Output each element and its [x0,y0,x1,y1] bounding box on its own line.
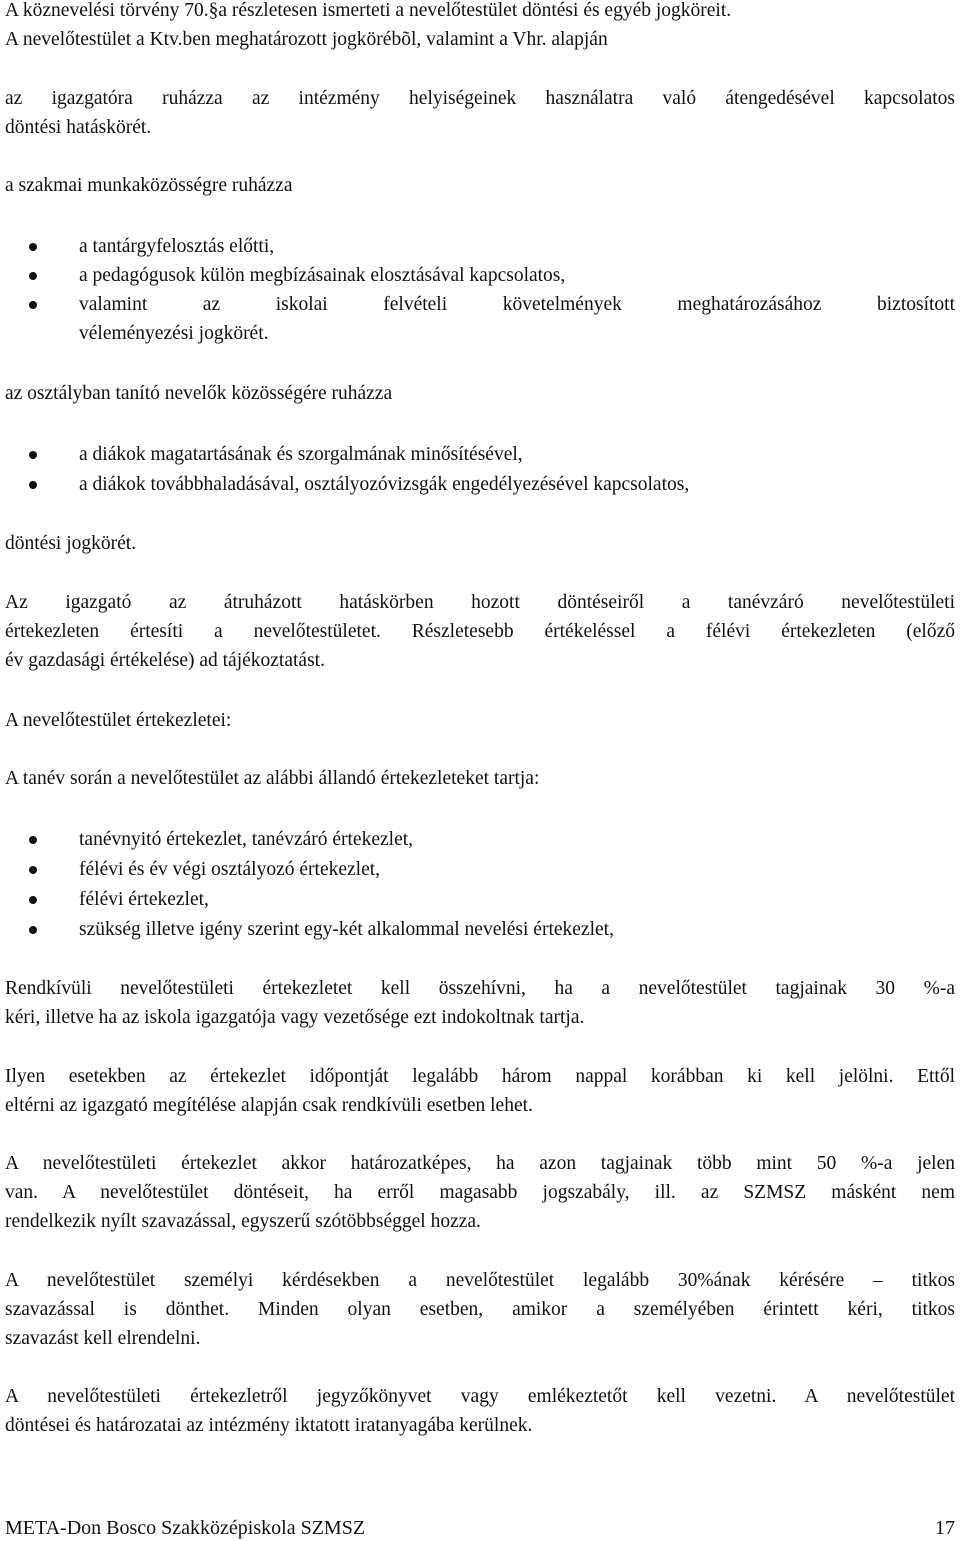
ertekezletei-heading: A nevelőtestület értekezletei: [5,710,232,731]
bullet-icon [29,451,37,459]
hatarozatkepes-line-1: A nevelőtestületi értekezlet akkor határozatképes, ha azon tagjainak több mint 50 %-a jelen [5,1153,955,1174]
atruhazott-line-3: év gazdasági értékelése) ad tájékoztatást. [5,650,325,671]
rendkivuli-line-2: kéri, illetve ha az iskola igazgatója vagy vezetősége ezt indokoltnak tartja. [5,1007,585,1028]
footer-title: META-Don Bosco Szakközépiskola SZMSZ [5,1517,366,1539]
bullet-icon [29,301,37,309]
bullet-icon [29,866,37,874]
ertekezlet-item-3: félévi értekezlet, [79,889,209,910]
hatarozatkepes-line-3: rendelkezik nyílt szavazással, egyszerű szótöbbséggel hozza. [5,1211,481,1232]
ertekezlet-item-1: tanévnyitó értekezlet, tanévzáró értekezlet, [79,829,414,850]
szakmai-item-3: valamint az iskolai felvételi követelmények meghatározásához biztosított [79,294,955,315]
titkos-line-3: szavazást kell elrendelni. [5,1328,201,1349]
bullet-icon [29,836,37,844]
bullet-icon [29,272,37,280]
intro-line-3: az igazgatóra ruházza az intézmény helyiségeinek használatra való átengedésével kapcsolatos [5,88,955,109]
szakmai-item-1: a tantárgyfelosztás előtti, [79,236,275,257]
osztaly-heading: az osztályban tanító nevelők közösségére ruházza [5,383,393,404]
bullet-icon [29,926,37,934]
rendkivuli-line-1: Rendkívüli nevelőtestületi értekezletet kell összehívni, ha a nevelőtestület tagjainak 30 %-a [5,978,955,999]
jegyzokonyv-line-2: döntései és határozatai az intézmény iktatott iratanyagába kerülnek. [5,1415,533,1436]
ertekezlet-item-4: szükség illetve igény szerint egy-két alkalommal nevelési értekezlet, [79,919,614,940]
atruhazott-line-2: értekezleten értesíti a nevelőtestületet. Részletesebb értékeléssel a félévi értekezleten (előző [5,621,955,642]
page-number: 17 [935,1517,955,1539]
intro-line-4: döntési hatáskörét. [5,117,152,138]
ertekezlet-item-2: félévi és év végi osztályozó értekezlet, [79,859,381,880]
osztaly-item-1: a diákok magatartásának és szorgalmának minősítésével, [79,444,523,465]
intro-line-1: A köznevelési törvény 70.§a részletesen ismerteti a nevelőtestület döntési és egyéb jogköreit. [5,0,732,21]
szakmai-item-2: a pedagógusok külön megbízásainak elosztásával kapcsolatos, [79,265,566,286]
page-footer [5,1515,955,1541]
titkos-line-2: szavazással is dönthet. Minden olyan esetben, amikor a személyében érintett kéri, titkos [5,1299,955,1320]
hatarozatkepes-line-2: van. A nevelőtestület döntéseit, ha erről magasabb jogszabály, ill. az SZMSZ másként nem [5,1182,955,1203]
bullet-icon [29,481,37,489]
ertekezletei-intro: A tanév során a nevelőtestület az alábbi állandó értekezleteket tartja: [5,768,540,789]
osztaly-tail: döntési jogkörét. [5,533,137,554]
osztaly-item-2: a diákok továbbhaladásával, osztályozóvizsgák engedélyezésével kapcsolatos, [79,474,690,495]
idopont-line-1: Ilyen esetekben az értekezlet időpontját legalább három nappal korábban ki kell jelölni. Ettől [5,1066,955,1087]
jegyzokonyv-line-1: A nevelőtestületi értekezletről jegyzőkönyvet vagy emlékeztetőt kell vezetni. A nevelőtestület [5,1386,955,1407]
bullet-icon [29,243,37,251]
idopont-line-2: eltérni az igazgató megítélése alapján csak rendkívüli esetben lehet. [5,1095,533,1116]
bullet-icon [29,896,37,904]
atruhazott-line-1: Az igazgató az átruházott hatáskörben hozott döntéseiről a tanévzáró nevelőtestületi [5,592,955,613]
szakmai-heading: a szakmai munkaközösségre ruházza [5,175,293,196]
intro-line-2: A nevelőtestület a Ktv.ben meghatározott jogkörébõl, valamint a Vhr. alapján [5,29,608,50]
szakmai-item-3-cont: véleményezési jogkörét. [79,323,269,344]
titkos-line-1: A nevelőtestület személyi kérdésekben a nevelőtestület legalább 30%ának kérésére – titkos [5,1270,955,1291]
